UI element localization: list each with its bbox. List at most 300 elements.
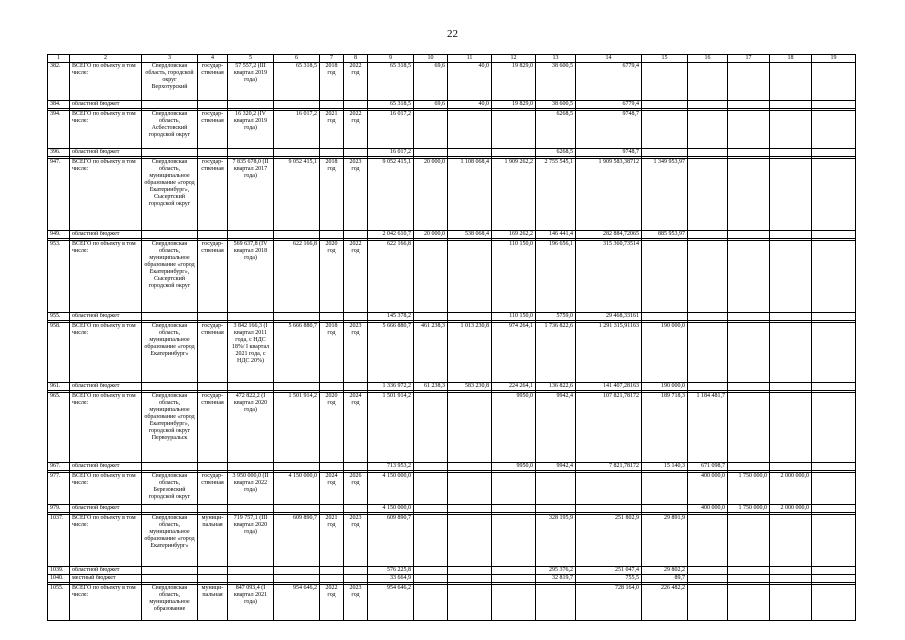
table-cell	[274, 463, 320, 471]
table-cell	[812, 393, 856, 463]
table-cell: ВСЕГО по объекту в том числе:	[70, 323, 142, 383]
table-cell	[142, 567, 198, 575]
table-cell: 1 336 972,2	[368, 383, 414, 391]
table-cell: 65 318,5	[368, 101, 414, 109]
table-cell	[728, 149, 770, 157]
table-cell	[414, 505, 448, 513]
table-cell: 576 225,8	[368, 567, 414, 575]
table-cell: 713 953,2	[368, 463, 414, 471]
table-cell: областной бюджет	[70, 383, 142, 391]
table-cell	[770, 231, 812, 239]
table-cell	[414, 585, 448, 621]
table-cell: 146 441,4	[536, 231, 576, 239]
table-cell: 315 360,73514	[576, 241, 642, 313]
table-cell: 1 736 822,6	[536, 323, 576, 383]
table-cell	[728, 567, 770, 575]
table-cell: Свердловская область, муниципальное образование «город Екатеринбург», городской округ Первоуральск	[142, 393, 198, 463]
table-cell	[320, 383, 344, 391]
table-cell: 1 909 583,38712	[576, 159, 642, 231]
table-cell	[344, 463, 368, 471]
table-cell: 107 821,78172	[576, 393, 642, 463]
table-cell: 2020 год	[320, 241, 344, 313]
table-cell	[320, 101, 344, 109]
table-cell	[770, 463, 812, 471]
table-cell	[688, 313, 728, 321]
table-cell: государ-ственная	[198, 241, 228, 313]
table-cell	[228, 149, 274, 157]
table-cell: 7 821,78172	[576, 463, 642, 471]
table-cell	[688, 515, 728, 567]
table-cell	[728, 585, 770, 621]
table-cell	[728, 231, 770, 239]
table-cell: 328 195,9	[536, 515, 576, 567]
table-cell: 755,5	[576, 575, 642, 583]
table-cell	[576, 473, 642, 505]
table-cell	[812, 323, 856, 383]
table-cell: 282 884,72065	[576, 231, 642, 239]
table-cell	[414, 473, 448, 505]
table-cell: 69,6	[414, 101, 448, 109]
table-cell	[688, 383, 728, 391]
table-cell	[688, 231, 728, 239]
table-cell: ВСЕГО по объекту в том числе:	[70, 241, 142, 313]
table-cell	[688, 575, 728, 583]
column-header: 11	[448, 55, 492, 63]
table-cell: 251 047,4	[576, 567, 642, 575]
table-cell	[492, 575, 536, 583]
table-cell: 7 835 678,0 (II квартал 2017 года)	[228, 159, 274, 231]
table-cell	[812, 575, 856, 583]
table-cell	[320, 463, 344, 471]
table-cell: 2 000 000,0	[770, 505, 812, 513]
table-cell	[228, 505, 274, 513]
table-cell: 29 802,2	[642, 567, 688, 575]
table-cell	[228, 463, 274, 471]
table-cell: 196 656,1	[536, 241, 576, 313]
column-header: 15	[642, 55, 688, 63]
table-cell	[688, 159, 728, 231]
table-cell	[198, 101, 228, 109]
table-cell: областной бюджет	[70, 101, 142, 109]
table-cell: 728 164,0	[576, 585, 642, 621]
table-cell	[448, 241, 492, 313]
table-cell	[142, 231, 198, 239]
table-cell	[198, 505, 228, 513]
table-cell: 9 052 415,1	[368, 159, 414, 231]
column-header: 13	[536, 55, 576, 63]
table-cell: 224 264,1	[492, 383, 536, 391]
table-cell: 1 013 230,8	[448, 323, 492, 383]
table-cell: 671 098,7	[688, 463, 728, 471]
table-cell: 394.	[48, 111, 70, 149]
table-cell: 954 646,2	[274, 585, 320, 621]
table-cell	[642, 101, 688, 109]
table-cell	[770, 159, 812, 231]
table-cell	[728, 575, 770, 583]
table-cell: 29 891,9	[642, 515, 688, 567]
table-cell: 5 666 880,7	[274, 323, 320, 383]
table-cell	[344, 149, 368, 157]
table-cell: 1 184 481,7	[688, 393, 728, 463]
table-row	[48, 463, 856, 471]
table-cell	[688, 111, 728, 149]
table-cell: 6779,4	[576, 63, 642, 101]
table-cell: 396.	[48, 149, 70, 157]
table-cell: 382.	[48, 63, 70, 101]
table-cell: 16 320,2 (IV квартал 2019 года)	[228, 111, 274, 149]
column-number-row	[48, 55, 856, 63]
table-row	[48, 575, 856, 583]
table-cell	[642, 505, 688, 513]
table-cell	[320, 231, 344, 239]
table-cell	[770, 585, 812, 621]
table-cell: 5759,0	[536, 313, 576, 321]
table-cell: 400 000,0	[688, 473, 728, 505]
table-row	[48, 393, 856, 463]
table-cell: 5 666 880,7	[368, 323, 414, 383]
table-row	[48, 313, 856, 321]
table-cell	[198, 383, 228, 391]
table-cell: 949.	[48, 231, 70, 239]
table-cell: 2023 год	[344, 585, 368, 621]
table-cell: 947.	[48, 159, 70, 231]
table-cell: 1039.	[48, 567, 70, 575]
table-cell	[142, 383, 198, 391]
table-cell: ВСЕГО по объекту в том числе:	[70, 63, 142, 101]
table-cell: 384.	[48, 101, 70, 109]
table-cell: Свердловская область, муниципальное образование «город Екатеринбург», Сысертский городской округ	[142, 159, 198, 231]
table-cell: Свердловская область, Асбестовский городской округ	[142, 111, 198, 149]
table-cell: 6779,4	[576, 101, 642, 109]
table-cell: 251 802,9	[576, 515, 642, 567]
table-cell: 885 953,97	[642, 231, 688, 239]
table-cell: 295 376,2	[536, 567, 576, 575]
table-cell	[228, 313, 274, 321]
table-cell: 979.	[48, 505, 70, 513]
table-cell	[642, 313, 688, 321]
table-cell: 1 909 262,2	[492, 159, 536, 231]
column-header: 19	[812, 55, 856, 63]
table-cell	[812, 383, 856, 391]
table-cell	[198, 463, 228, 471]
table-cell	[492, 515, 536, 567]
table-cell: 609 890,7	[274, 515, 320, 567]
table-cell: государ-ственная	[198, 323, 228, 383]
table-cell	[728, 313, 770, 321]
table-cell	[688, 101, 728, 109]
table-cell: 29 468,33161	[576, 313, 642, 321]
table-cell: 190 000,0	[642, 383, 688, 391]
table-cell	[198, 567, 228, 575]
table-cell: 622 166,8	[274, 241, 320, 313]
table-cell: 9942,4	[536, 393, 576, 463]
table-row	[48, 159, 856, 231]
table-cell: Свердловская область, муниципальное образование «город Екатеринбург»	[142, 515, 198, 567]
table-cell: 145 378,2	[368, 313, 414, 321]
table-cell: 16 017,2	[274, 111, 320, 149]
table-cell	[770, 111, 812, 149]
table-cell: 1 501 914,2	[274, 393, 320, 463]
table-cell	[344, 231, 368, 239]
table-cell	[274, 383, 320, 391]
table-row	[48, 515, 856, 567]
table-cell	[812, 149, 856, 157]
table-cell: 1055.	[48, 585, 70, 621]
table-cell: Свердловская область, муниципальное образование «город Екатеринбург», Сысертский городской округ	[142, 241, 198, 313]
table-cell: 9748,7	[576, 149, 642, 157]
table-cell	[812, 505, 856, 513]
table-cell: 967.	[48, 463, 70, 471]
column-header: 12	[492, 55, 536, 63]
table-cell	[536, 585, 576, 621]
table-cell: государ-ственная	[198, 63, 228, 101]
table-cell	[448, 575, 492, 583]
table-cell	[642, 241, 688, 313]
table-cell	[728, 159, 770, 231]
table-cell: 2021 год	[320, 515, 344, 567]
table-cell: 9942,4	[536, 463, 576, 471]
table-cell	[728, 463, 770, 471]
table-cell: ВСЕГО по объекту в том числе:	[70, 473, 142, 505]
table-cell: 2022 год	[344, 241, 368, 313]
table-cell: местный бюджет	[70, 575, 142, 583]
table-cell	[642, 473, 688, 505]
table-row	[48, 383, 856, 391]
table-cell	[414, 149, 448, 157]
table-cell	[770, 323, 812, 383]
column-header: 9	[368, 55, 414, 63]
table-cell	[274, 231, 320, 239]
table-cell: 1 750 000,0	[728, 473, 770, 505]
table-cell	[414, 575, 448, 583]
table-cell: 136 822,6	[536, 383, 576, 391]
table-cell	[770, 383, 812, 391]
table-cell	[688, 149, 728, 157]
page-number: 22	[447, 28, 458, 40]
table-cell	[414, 463, 448, 471]
table-cell	[642, 111, 688, 149]
table-cell	[770, 149, 812, 157]
table-cell	[688, 323, 728, 383]
table-cell: Свердловская область, муниципальное образование «город Екатеринбург»	[142, 323, 198, 383]
table-cell: 169 262,2	[492, 231, 536, 239]
table-cell	[198, 313, 228, 321]
table-cell	[414, 515, 448, 567]
table-cell: 977.	[48, 473, 70, 505]
table-cell	[688, 241, 728, 313]
table-cell	[448, 111, 492, 149]
column-header: 8	[344, 55, 368, 63]
column-header: 4	[198, 55, 228, 63]
table-cell	[320, 567, 344, 575]
column-header: 14	[576, 55, 642, 63]
table-cell: 9 052 415,1	[274, 159, 320, 231]
table-cell: 4 150 000,0	[368, 505, 414, 513]
table-cell	[344, 567, 368, 575]
table-cell: 3 842 166,3 (I квартал 2011 года, с НДС 18%/ I квартал 2021 года, с НДС 20%)	[228, 323, 274, 383]
table-cell	[142, 575, 198, 583]
table-cell: 40,0	[448, 63, 492, 101]
table-cell	[414, 241, 448, 313]
table-cell: 20 000,0	[414, 231, 448, 239]
table-cell	[728, 393, 770, 463]
table-cell	[344, 313, 368, 321]
table-cell	[320, 505, 344, 513]
table-cell: 958.	[48, 323, 70, 383]
table-cell	[770, 575, 812, 583]
table-cell: 1 108 068,4	[448, 159, 492, 231]
table-cell	[536, 505, 576, 513]
table-cell: 974 264,1	[492, 323, 536, 383]
table-cell: 569 637,8 (IV квартал 2018 года)	[228, 241, 274, 313]
table-cell	[274, 575, 320, 583]
table-cell	[228, 575, 274, 583]
table-cell: ВСЕГО по объекту в том числе:	[70, 111, 142, 149]
table-cell: 226 482,2	[642, 585, 688, 621]
table-cell	[812, 515, 856, 567]
table-cell	[688, 567, 728, 575]
table-cell	[344, 101, 368, 109]
table-cell: 15 140,3	[642, 463, 688, 471]
table-cell	[812, 101, 856, 109]
table-cell: 4 150 000,0	[368, 473, 414, 505]
table-cell: муници-пальная	[198, 585, 228, 621]
table-cell	[414, 393, 448, 463]
table-row	[48, 231, 856, 239]
table-cell: 609 890,7	[368, 515, 414, 567]
table-cell: ВСЕГО по объекту в том числе:	[70, 585, 142, 621]
table-cell	[320, 149, 344, 157]
table-cell	[492, 149, 536, 157]
table-row	[48, 505, 856, 513]
table-cell: 57 557,2 (III квартал 2019 года)	[228, 63, 274, 101]
column-header: 6	[274, 55, 320, 63]
table-cell: 2018 год	[320, 323, 344, 383]
table-cell: 16 017,2	[368, 111, 414, 149]
table-cell: ВСЕГО по объекту в том числе:	[70, 393, 142, 463]
column-header: 2	[70, 55, 142, 63]
table-cell: областной бюджет	[70, 231, 142, 239]
table-cell: государ-ственная	[198, 111, 228, 149]
column-header: 16	[688, 55, 728, 63]
table-cell	[274, 149, 320, 157]
table-cell	[728, 241, 770, 313]
table-cell: 965.	[48, 393, 70, 463]
table-cell: 461 238,3	[414, 323, 448, 383]
table-cell	[536, 473, 576, 505]
table-cell: Свердловская область, Березовский городской округ	[142, 473, 198, 505]
table-cell: 19 829,0	[492, 63, 536, 101]
table-cell: 2024 год	[344, 393, 368, 463]
table-cell: 33 664,9	[368, 575, 414, 583]
table-cell: 2 000 000,0	[770, 473, 812, 505]
table-cell: Свердловская область, городской округ Верхотурский	[142, 63, 198, 101]
table-cell: 38 600,5	[536, 101, 576, 109]
table-cell: Свердловская область, муниципальное образование	[142, 585, 198, 621]
table-cell: 2024 год	[320, 473, 344, 505]
table-cell: 954 646,2	[368, 585, 414, 621]
table-cell: 40,0	[448, 101, 492, 109]
table-cell	[728, 63, 770, 101]
table-cell	[228, 383, 274, 391]
table-cell: 1 750 000,0	[728, 505, 770, 513]
table-cell	[576, 505, 642, 513]
table-cell	[228, 567, 274, 575]
table-cell: 2022 год	[344, 111, 368, 149]
table-row	[48, 241, 856, 313]
table-cell: 953.	[48, 241, 70, 313]
table-cell: 110 150,0	[492, 241, 536, 313]
table-cell: 189 718,3	[642, 393, 688, 463]
table-cell	[770, 515, 812, 567]
table-row	[48, 473, 856, 505]
table-cell: 538 068,4	[448, 231, 492, 239]
table-cell	[448, 149, 492, 157]
table-cell: 110 150,0	[492, 313, 536, 321]
table-cell	[728, 383, 770, 391]
table-cell: 472 822,2 (I квартал 2020 года)	[228, 393, 274, 463]
table-cell	[198, 149, 228, 157]
column-header: 17	[728, 55, 770, 63]
table-cell	[492, 567, 536, 575]
table-row	[48, 149, 856, 157]
table-cell	[812, 159, 856, 231]
table-cell: ВСЕГО по объекту в том числе:	[70, 515, 142, 567]
table-cell: 622 166,8	[368, 241, 414, 313]
table-row	[48, 111, 856, 149]
table-cell	[770, 567, 812, 575]
table-cell	[198, 575, 228, 583]
table-cell	[142, 463, 198, 471]
table-cell	[812, 111, 856, 149]
table-cell	[448, 393, 492, 463]
table-cell	[812, 313, 856, 321]
table-cell: 2021 год	[320, 111, 344, 149]
table-cell: 2022 год	[344, 63, 368, 101]
table-cell	[142, 149, 198, 157]
budget-table	[47, 54, 856, 621]
table-cell: 2022 год	[320, 585, 344, 621]
table-cell: 2026 год	[344, 473, 368, 505]
table-cell: 1037.	[48, 515, 70, 567]
table-cell: 6268,5	[536, 111, 576, 149]
table-cell: областной бюджет	[70, 149, 142, 157]
table-cell: 69,6	[414, 63, 448, 101]
table-cell	[344, 505, 368, 513]
table-cell	[812, 585, 856, 621]
table-cell	[274, 101, 320, 109]
column-header: 5	[228, 55, 274, 63]
table-cell: областной бюджет	[70, 463, 142, 471]
table-row	[48, 567, 856, 575]
table-cell: 190 000,0	[642, 323, 688, 383]
table-cell: 141 407,28163	[576, 383, 642, 391]
table-cell: 65 318,5	[368, 63, 414, 101]
table-cell: областной бюджет	[70, 505, 142, 513]
table-cell: 9748,7	[576, 111, 642, 149]
table-cell	[142, 505, 198, 513]
table-cell: 719 757,1 (III квартал 2020 года)	[228, 515, 274, 567]
table-cell: областной бюджет	[70, 313, 142, 321]
table-row	[48, 101, 856, 109]
table-cell	[492, 505, 536, 513]
table-cell: 9950,0	[492, 393, 536, 463]
table-row	[48, 63, 856, 101]
table-cell: 2023 год	[344, 159, 368, 231]
table-cell: 400 000,0	[688, 505, 728, 513]
table-cell	[142, 101, 198, 109]
column-header: 3	[142, 55, 198, 63]
